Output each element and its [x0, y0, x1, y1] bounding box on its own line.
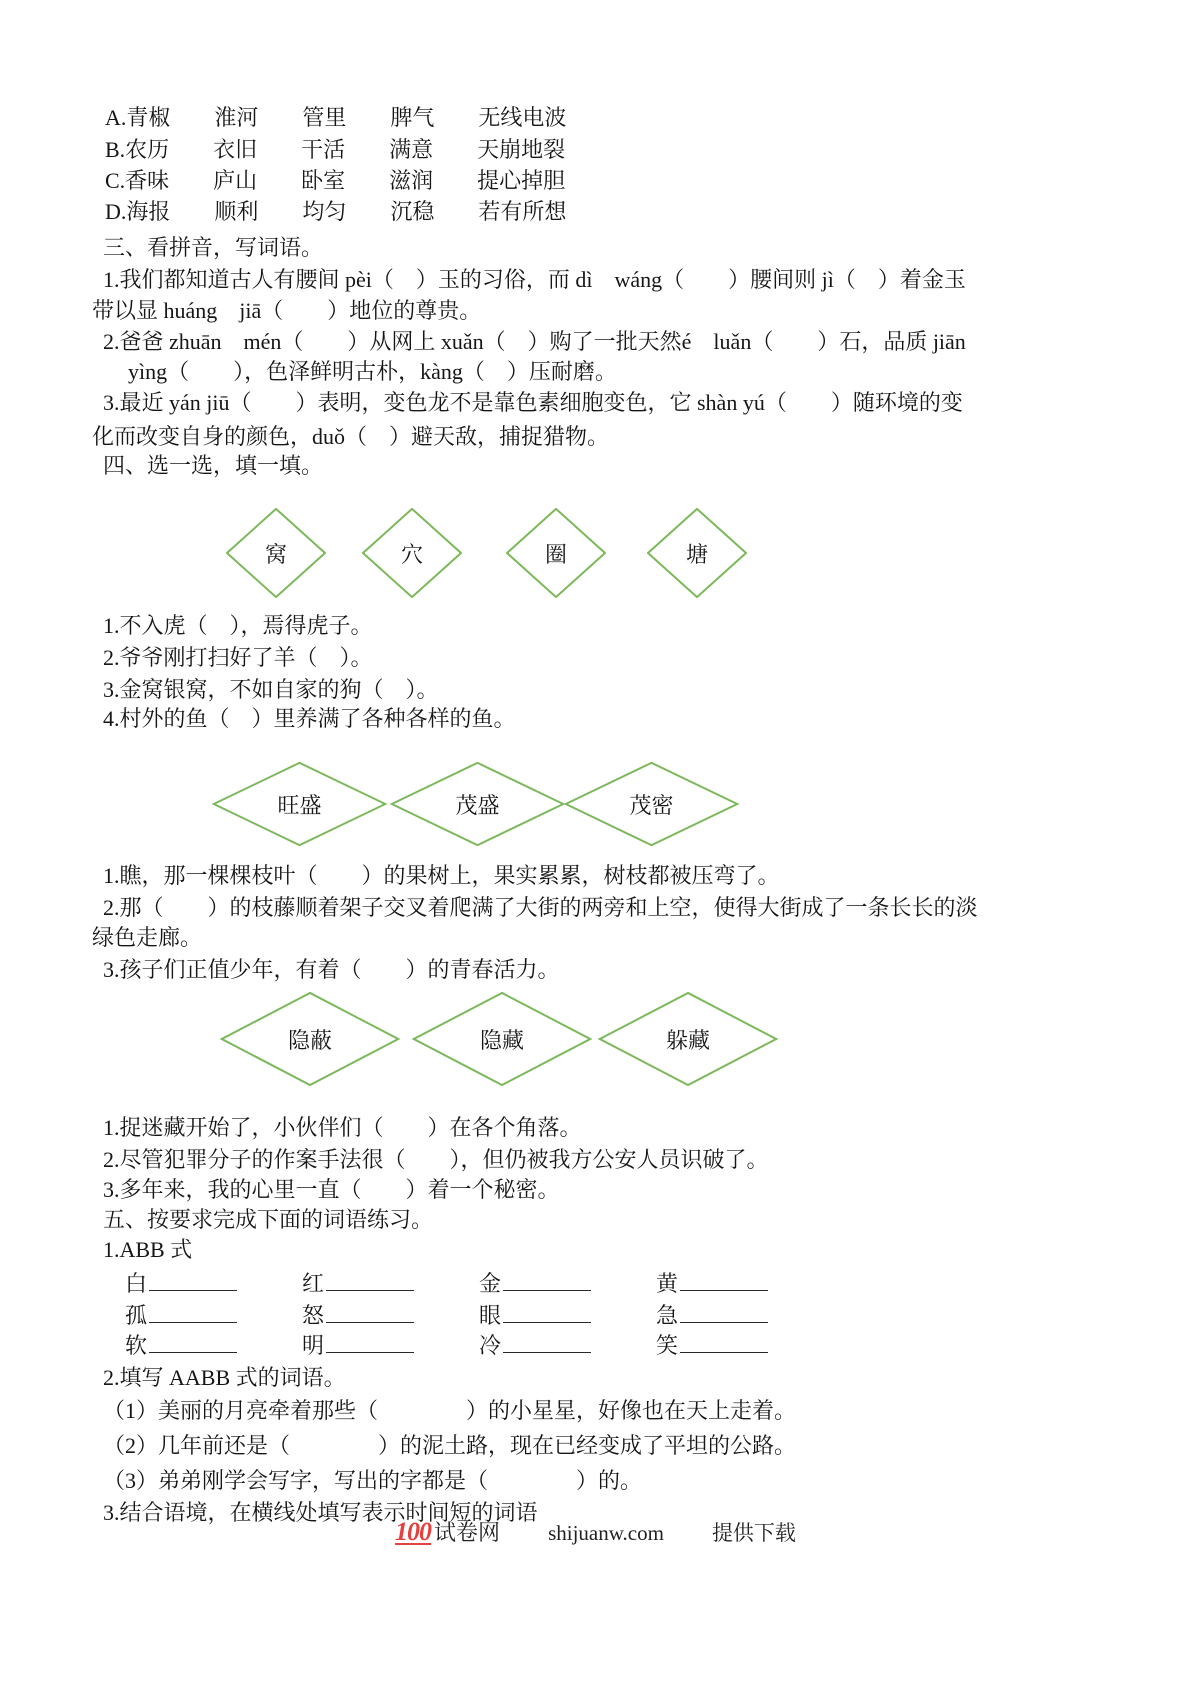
abb-char: 眼 [479, 1303, 502, 1328]
blank-line [680, 1302, 768, 1323]
word-diamond [506, 508, 606, 598]
footer-download-text: 提供下载 [711, 1521, 796, 1545]
fill-item: 1.不入虎（ ），焉得虎子。 [103, 613, 373, 638]
footer-url: shijuanw.com [548, 1521, 664, 1545]
fill-item: 3.孩子们正值少年，有着（ ）的青春活力。 [103, 957, 560, 982]
word-diamond [212, 762, 387, 846]
fill-item: 1.捉迷藏开始了，小伙伴们（ ）在各个角落。 [103, 1115, 582, 1140]
aabb-label: 2.填写 AABB 式的词语。 [103, 1365, 346, 1390]
diamond-word: 隐藏 [479, 1027, 524, 1053]
blank-line [326, 1270, 414, 1291]
blank-line [149, 1270, 237, 1291]
abb-cell [479, 1331, 656, 1361]
option-line-b: B.农历 衣旧 干活 满意 天崩地裂 [105, 137, 566, 162]
abb-cell [479, 1301, 656, 1331]
blank-line [503, 1270, 591, 1291]
abb-cell [479, 1269, 656, 1299]
abb-char: 金 [479, 1271, 502, 1296]
aabb-item: （3）弟弟刚学会写字，写出的字都是（ ）的。 [103, 1468, 643, 1493]
blank-line [326, 1302, 414, 1323]
footer-logo [395, 1516, 500, 1547]
abb-grid-row [125, 1331, 833, 1361]
option-line-a: A.青椒 淮河 管里 脾气 无线电波 [105, 105, 567, 130]
word-diamond [226, 508, 326, 598]
blank-line [680, 1332, 768, 1353]
abb-cell [656, 1331, 833, 1361]
pinyin-line-2-wrap: yìng（ ），色泽鲜明古朴，kàng（ ）压耐磨。 [128, 359, 617, 384]
blank-line [326, 1332, 414, 1353]
footer-logo-name: 试卷网 [434, 1520, 501, 1545]
abb-char: 明 [302, 1333, 325, 1358]
fill-item: 2.那（ ）的枝藤顺着架子交叉着爬满了大街的两旁和上空，使得大街成了一条长长的淡 [103, 895, 978, 920]
abb-grid-row [125, 1301, 833, 1331]
abb-char: 急 [656, 1303, 679, 1328]
blank-line [503, 1302, 591, 1323]
fill-item: 2.爷爷刚打扫好了羊（ ）。 [103, 645, 373, 670]
abb-cell [125, 1331, 302, 1361]
aabb-item: （1）美丽的月亮牵着那些（ ）的小星星，好像也在天上走着。 [103, 1398, 797, 1423]
abb-char: 冷 [479, 1333, 502, 1358]
option-line-d: D.海报 顺利 均匀 沉稳 若有所想 [105, 199, 567, 224]
abb-char: 红 [302, 1271, 325, 1296]
fill-item: 3.金窝银窝，不如自家的狗（ ）。 [103, 677, 439, 702]
diamond-word: 圈 [544, 541, 567, 567]
abb-cell [656, 1269, 833, 1299]
abb-grid-row [125, 1269, 833, 1299]
abb-char: 白 [125, 1271, 148, 1296]
word-diamond [390, 762, 565, 846]
blank-line [503, 1332, 591, 1353]
pinyin-line-1: 1.我们都知道古人有腰间 pèi（ ）玉的习俗，而 dì wáng（ ）腰间则 jì（ ）着金玉 [103, 267, 966, 292]
abb-char: 软 [125, 1333, 148, 1358]
option-line-c: C.香味 庐山 卧室 滋润 提心掉胆 [105, 168, 566, 193]
diamond-word: 茂密 [629, 792, 674, 818]
abb-char: 孤 [125, 1303, 148, 1328]
diamond-word: 躲藏 [665, 1027, 710, 1053]
page-footer [0, 1516, 1191, 1547]
fill-item: 4.村外的鱼（ ）里养满了各种各样的鱼。 [103, 706, 516, 731]
aabb-item: （2）几年前还是（ ）的泥土路，现在已经变成了平坦的公路。 [103, 1433, 797, 1458]
pinyin-line-3-wrap: 化而改变自身的颜色，duǒ（ ）避天敌，捕捉猎物。 [92, 424, 610, 449]
diamond-word: 茂盛 [455, 792, 500, 818]
abb-cell [302, 1269, 479, 1299]
fill-item: 1.瞧，那一棵棵枝叶（ ）的果树上，果实累累，树枝都被压弯了。 [103, 863, 780, 888]
fill-item: 2.尽管犯罪分子的作案手法很（ ），但仍被我方公安人员识破了。 [103, 1147, 769, 1172]
logo-100-icon: 100 [395, 1517, 432, 1546]
pinyin-line-2: 2.爸爸 zhuān mén（ ）从网上 xuǎn（ ）购了一批天然é luǎn（ ）石，品质 jiān [103, 329, 966, 354]
abb-char: 黄 [656, 1271, 679, 1296]
abb-cell [125, 1269, 302, 1299]
abb-char: 笑 [656, 1333, 679, 1358]
abb-char: 怒 [302, 1303, 325, 1328]
section-four-title: 四、选一选，填一填。 [103, 453, 324, 478]
diamond-word: 窝 [264, 541, 287, 567]
word-diamond [220, 992, 400, 1086]
blank-line [680, 1270, 768, 1291]
pinyin-line-1-wrap: 带以显 huáng jiā（ ）地位的尊贵。 [92, 298, 482, 323]
time-words-label: 3.结合语境，在横线处填写表示时间短的词语 [103, 1500, 538, 1525]
word-diamond [647, 508, 747, 598]
abb-cell [656, 1301, 833, 1331]
blank-line [149, 1302, 237, 1323]
section-three-title: 三、看拼音，写词语。 [103, 235, 324, 260]
fill-item-wrap: 绿色走廊。 [92, 925, 203, 950]
abb-cell [302, 1331, 479, 1361]
word-diamond [598, 992, 778, 1086]
pinyin-line-3: 3.最近 yán jiū（ ）表明，变色龙不是靠色素细胞变色，它 shàn yú（ ）随环境的变 [103, 390, 963, 415]
diamond-word: 旺盛 [277, 792, 322, 818]
word-diamond [362, 508, 462, 598]
word-diamond [564, 762, 739, 846]
fill-item: 3.多年来，我的心里一直（ ）着一个秘密。 [103, 1177, 560, 1202]
abb-cell [125, 1301, 302, 1331]
blank-line [149, 1332, 237, 1353]
diamond-word: 穴 [400, 541, 423, 567]
section-five-title: 五、按要求完成下面的词语练习。 [103, 1207, 434, 1232]
diamond-word: 隐蔽 [287, 1027, 332, 1053]
abb-label: 1.ABB 式 [103, 1237, 193, 1262]
word-diamond [412, 992, 592, 1086]
diamond-word: 塘 [685, 541, 708, 567]
abb-cell [302, 1301, 479, 1331]
